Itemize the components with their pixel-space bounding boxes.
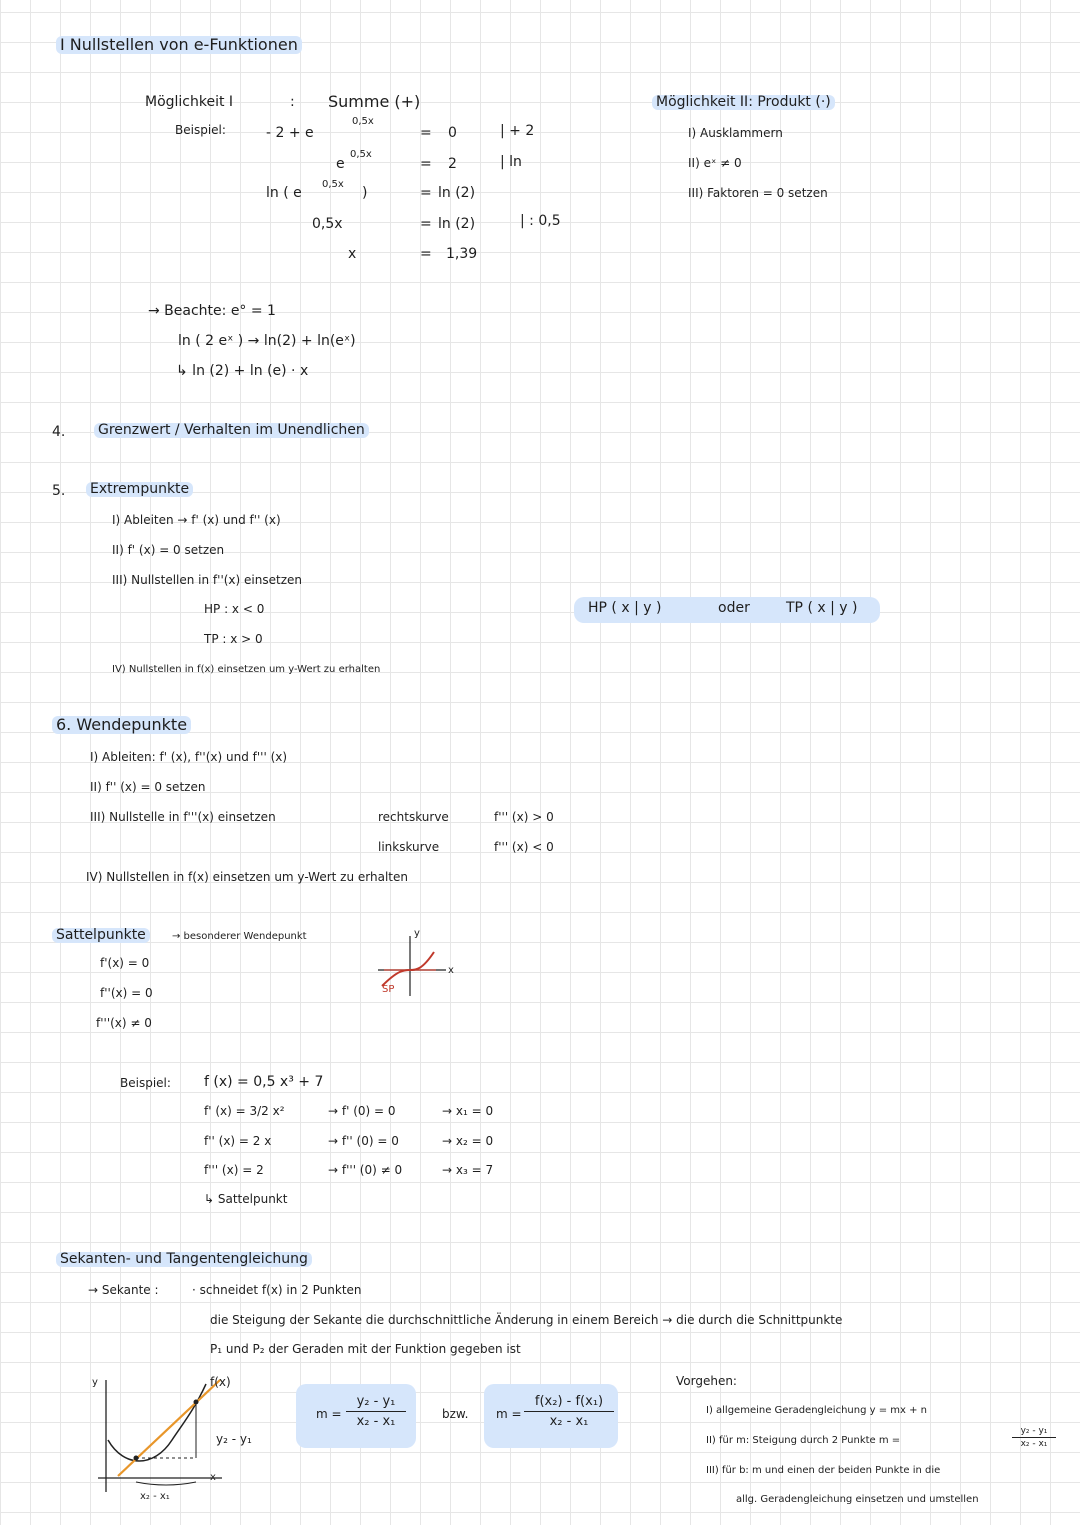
page-title: I Nullstellen von e-Funktionen: [56, 36, 302, 54]
eq-row-3-exp: 0,5x: [322, 179, 344, 190]
eq-row-3-close: ): [362, 185, 368, 201]
s5-hp: HP : x < 0: [204, 602, 265, 616]
formula-2-den: x₂ - x₁: [549, 1414, 589, 1429]
sattel-cond-2: f''(x) = 0: [100, 986, 153, 1000]
eq-row-1-exp: 0,5x: [352, 116, 374, 127]
sekante-graph-x: x: [210, 1472, 216, 1483]
sattel-note: → besonderer Wendepunkt: [172, 931, 307, 942]
vorgehen-title: Vorgehen:: [676, 1374, 737, 1388]
s5-item-4: IV) Nullstellen in f(x) einsetzen um y-Wert zu erhalten: [112, 664, 381, 675]
s6-item-4: IV) Nullstellen in f(x) einsetzen um y-Wert zu erhalten: [86, 870, 408, 884]
sattel-cond-1: f'(x) = 0: [100, 956, 150, 970]
vorgehen-1: I) allgemeine Geradengleichung y = mx + n: [706, 1405, 928, 1416]
sekante-label: → Sekante :: [88, 1283, 159, 1297]
sattel-f3: f''' (x) = 2: [204, 1163, 264, 1177]
sattel-x2: → x₂ = 0: [442, 1134, 494, 1148]
s5-result-hp: HP ( x | y ): [588, 600, 662, 616]
eq-row-2-exp: 0,5x: [350, 149, 372, 160]
s6-linkskurve-cond: f''' (x) < 0: [494, 840, 554, 854]
sattel-r2: → f'' (0) = 0: [328, 1134, 399, 1148]
eq-row-1-right: 0: [448, 125, 457, 141]
eq-row-4-note: | : 0,5: [520, 213, 561, 229]
eq-row-2-left: e: [336, 156, 345, 172]
formula-2-num: f(x₂) - f(x₁): [534, 1394, 604, 1409]
s6-item-3: III) Nullstelle in f'''(x) einsetzen: [90, 810, 276, 824]
vorgehen-2-num: y₂ - y₁: [1020, 1426, 1048, 1436]
vorgehen-2-den: x₂ - x₁: [1020, 1439, 1048, 1449]
s6-item-2: II) f'' (x) = 0 setzen: [90, 780, 206, 794]
s5-result-or: oder: [718, 600, 750, 616]
sekante-graph-dx: x₂ - x₁: [140, 1491, 170, 1502]
sekante-graph-fx: f(x): [210, 1375, 231, 1389]
eq-row-5-left: x: [348, 246, 357, 262]
sattel-f1: f' (x) = 3/2 x²: [204, 1104, 285, 1118]
s6-item-1: I) Ableiten: f' (x), f''(x) und f''' (x): [90, 750, 288, 764]
eq-row-1-left: - 2 + e: [266, 125, 314, 141]
s6-rechtskurve: rechtskurve: [378, 810, 449, 824]
beachte-line-1: → Beachte: e° = 1: [148, 303, 276, 319]
beachte-line-2: ln ( 2 eˣ ) → ln(2) + ln(eˣ): [178, 333, 356, 349]
sattel-beispiel: Beispiel:: [120, 1076, 171, 1090]
m1-sum: Summe (+): [328, 92, 421, 111]
sattel-title: Sattelpunkte: [52, 928, 150, 943]
s6-rechtskurve-cond: f''' (x) > 0: [494, 810, 554, 824]
section-5-number: 5.: [52, 483, 66, 499]
eq-row-3-left: ln ( e: [266, 185, 302, 201]
vorgehen-3b: allg. Geradengleichung einsetzen und umstellen: [736, 1494, 979, 1505]
sekante-text-1: die Steigung der Sekante die durchschnittliche Änderung in einem Bereich → die durch die Schnittpunkte: [210, 1313, 843, 1327]
sekante-graph-y: y: [92, 1377, 98, 1388]
sattel-graph-x-label: x: [448, 965, 454, 976]
sattel-r1: → f' (0) = 0: [328, 1104, 396, 1118]
sattel-f2: f'' (x) = 2 x: [204, 1134, 272, 1148]
formula-1-m: m =: [316, 1407, 342, 1421]
sattel-r3: → f''' (0) ≠ 0: [328, 1163, 403, 1177]
s5-result-tp: TP ( x | y ): [786, 600, 858, 616]
m1-beispiel: Beispiel:: [175, 123, 226, 137]
section-5-title: Extrempunkte: [86, 482, 193, 497]
sattel-graph-sp-label: SP: [382, 984, 395, 995]
eq-row-4-eq: =: [420, 216, 432, 232]
m2-title: Möglichkeit II: Produkt (·): [652, 95, 835, 110]
eq-row-5-eq: =: [420, 246, 432, 262]
formula-2-frac: [524, 1394, 614, 1429]
section-6-title: Wendepunkte: [76, 715, 188, 734]
formula-1-num: y₂ - y₁: [356, 1394, 396, 1409]
s5-item-1: I) Ableiten → f' (x) und f'' (x): [112, 513, 281, 527]
sattel-f: f (x) = 0,5 x³ + 7: [204, 1074, 324, 1090]
s5-tp: TP : x > 0: [204, 632, 263, 646]
sekante-text-2: P₁ und P₂ der Geraden mit der Funktion gegeben ist: [210, 1342, 521, 1356]
eq-row-2-right: 2: [448, 156, 457, 172]
m1-colon: :: [290, 94, 295, 110]
section-6-title-wrap: [52, 716, 191, 734]
sekante-graph-dy: y₂ - y₁: [216, 1432, 252, 1446]
eq-row-4-right: ln (2): [438, 216, 476, 232]
vorgehen-2-frac: [1012, 1426, 1056, 1449]
section-6-number: 6.: [56, 715, 72, 734]
formula-bzw: bzw.: [442, 1407, 469, 1421]
sekante-title: Sekanten- und Tangentengleichung: [56, 1252, 312, 1267]
sekante-def: · schneidet f(x) in 2 Punkten: [192, 1283, 362, 1297]
m1-title: Möglichkeit I: [145, 94, 234, 110]
s5-item-2: II) f' (x) = 0 setzen: [112, 543, 225, 557]
sattel-conclusion: ↳ Sattelpunkt: [204, 1192, 288, 1206]
eq-row-3-eq: =: [420, 185, 432, 201]
s6-linkskurve: linkskurve: [378, 840, 440, 854]
vorgehen-2: II) für m: Steigung durch 2 Punkte m =: [706, 1435, 901, 1446]
formula-1-den: x₂ - x₁: [356, 1414, 396, 1429]
eq-row-5-right: 1,39: [446, 246, 478, 262]
eq-row-1-note: | + 2: [500, 123, 535, 139]
vorgehen-3: III) für b: m und einen der beiden Punkte in die: [706, 1465, 941, 1476]
sattel-graph-y-label: y: [414, 928, 420, 939]
s5-item-3: III) Nullstellen in f''(x) einsetzen: [112, 573, 302, 587]
eq-row-1-eq: =: [420, 125, 432, 141]
eq-row-2-note: | ln: [500, 154, 522, 170]
section-4-number: 4.: [52, 424, 66, 440]
formula-2-m: m =: [496, 1407, 522, 1421]
formula-1-frac: [346, 1394, 406, 1429]
eq-row-3-right: ln (2): [438, 185, 476, 201]
sattel-cond-3: f'''(x) ≠ 0: [96, 1016, 152, 1030]
m2-item-3: III) Faktoren = 0 setzen: [688, 186, 828, 200]
m2-item-2: II) eˣ ≠ 0: [688, 156, 742, 170]
eq-row-4-left: 0,5x: [312, 216, 343, 232]
m2-item-1: I) Ausklammern: [688, 126, 783, 140]
eq-row-2-eq: =: [420, 156, 432, 172]
beachte-line-3: ↳ ln (2) + ln (e) · x: [176, 363, 309, 379]
sattel-x3: → x₃ = 7: [442, 1163, 494, 1177]
sattel-x1: → x₁ = 0: [442, 1104, 494, 1118]
section-4-title: Grenzwert / Verhalten im Unendlichen: [94, 423, 369, 438]
